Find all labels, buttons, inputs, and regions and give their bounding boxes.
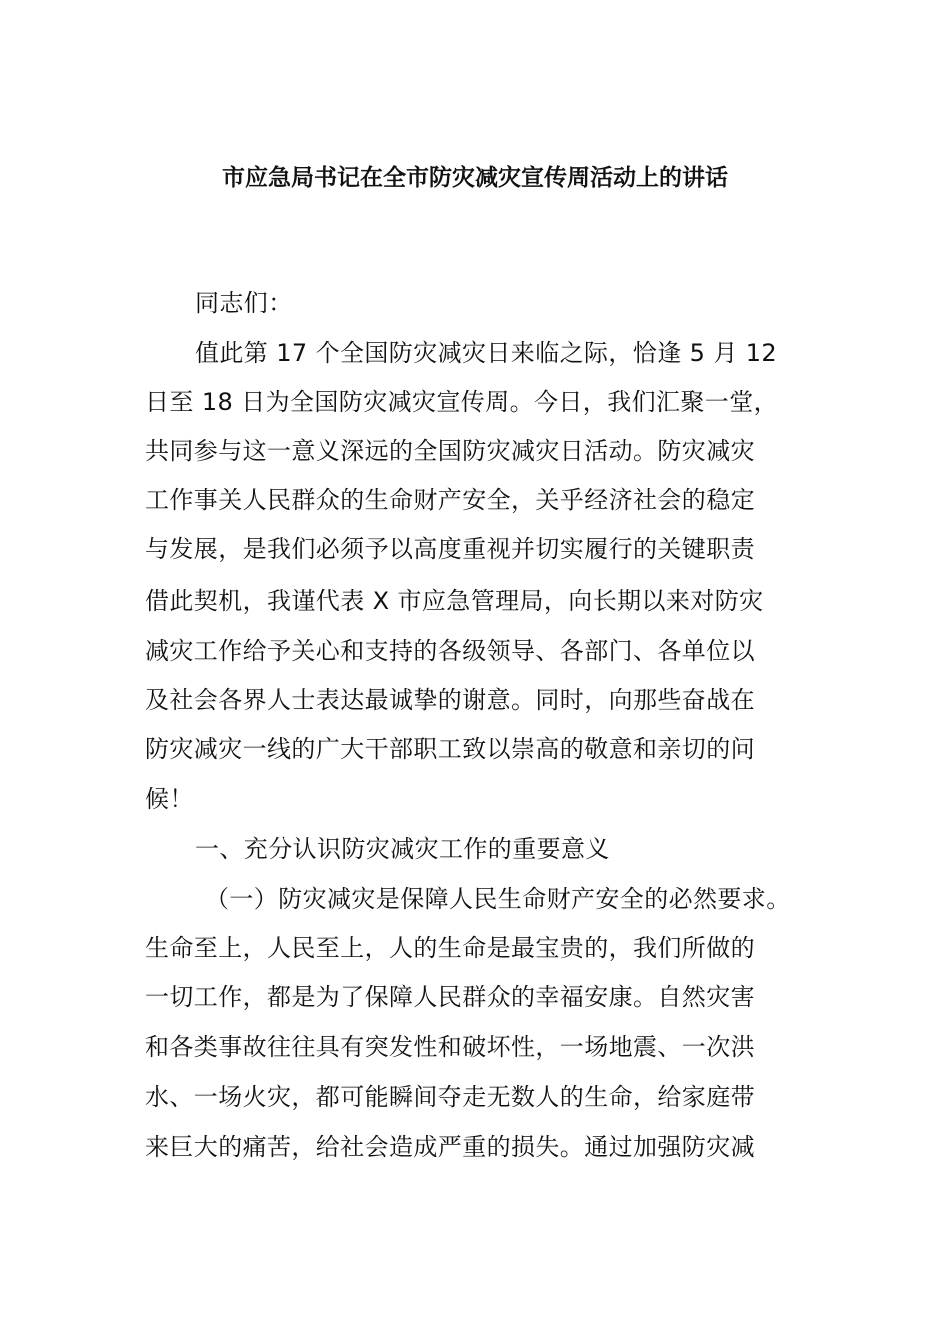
paragraph-line: 水、一场火灾，都可能瞬间夺走无数人的生命，给家庭带	[145, 1083, 755, 1111]
paragraph-line: 及社会各界人士表达最诚挚的谢意。同时，向那些奋战在	[145, 686, 755, 714]
paragraph-line: 和各类事故往往具有突发性和破坏性，一场地震、一次洪	[145, 1033, 755, 1061]
paragraph-line: 借此契机，我谨代表 X 市应急管理局，向长期以来对防灾	[145, 587, 764, 615]
paragraph-line: 共同参与这一意义深远的全国防灾减灾日活动。防灾减灾	[145, 437, 755, 465]
document-title: 市应急局书记在全市防灾减灾宣传周活动上的讲话	[222, 165, 728, 191]
paragraph-line: 工作事关人民群众的生命财产安全，关乎经济社会的稳定	[145, 486, 755, 514]
paragraph-line: 防灾减灾一线的广大干部职工致以崇高的敬意和亲切的问	[145, 735, 755, 763]
paragraph-line: 值此第 17 个全国防灾减灾日来临之际，恰逢 5 月 12	[195, 339, 778, 367]
paragraph-line: 与发展，是我们必须予以高度重视并切实履行的关键职责	[145, 535, 755, 563]
salutation: 同志们：	[195, 289, 293, 317]
paragraph-line: 一切工作，都是为了保障人民群众的幸福安康。自然灾害	[145, 983, 755, 1011]
section-heading: 一、充分认识防灾减灾工作的重要意义	[195, 835, 610, 863]
paragraph-line: 生命至上，人民至上，人的生命是最宝贵的，我们所做的	[145, 934, 755, 962]
paragraph-line: 减灾工作给予关心和支持的各级领导、各部门、各单位以	[145, 637, 755, 665]
paragraph-line: 日至 18 日为全国防灾减灾宣传周。今日，我们汇聚一堂，	[145, 388, 778, 416]
paragraph-line: 来巨大的痛苦，给社会造成严重的损失。通过加强防灾减	[145, 1133, 755, 1161]
subsection-heading: （一）防灾减灾是保障人民生命财产安全的必然要求。	[205, 885, 791, 913]
paragraph-line: 候！	[145, 785, 194, 813]
